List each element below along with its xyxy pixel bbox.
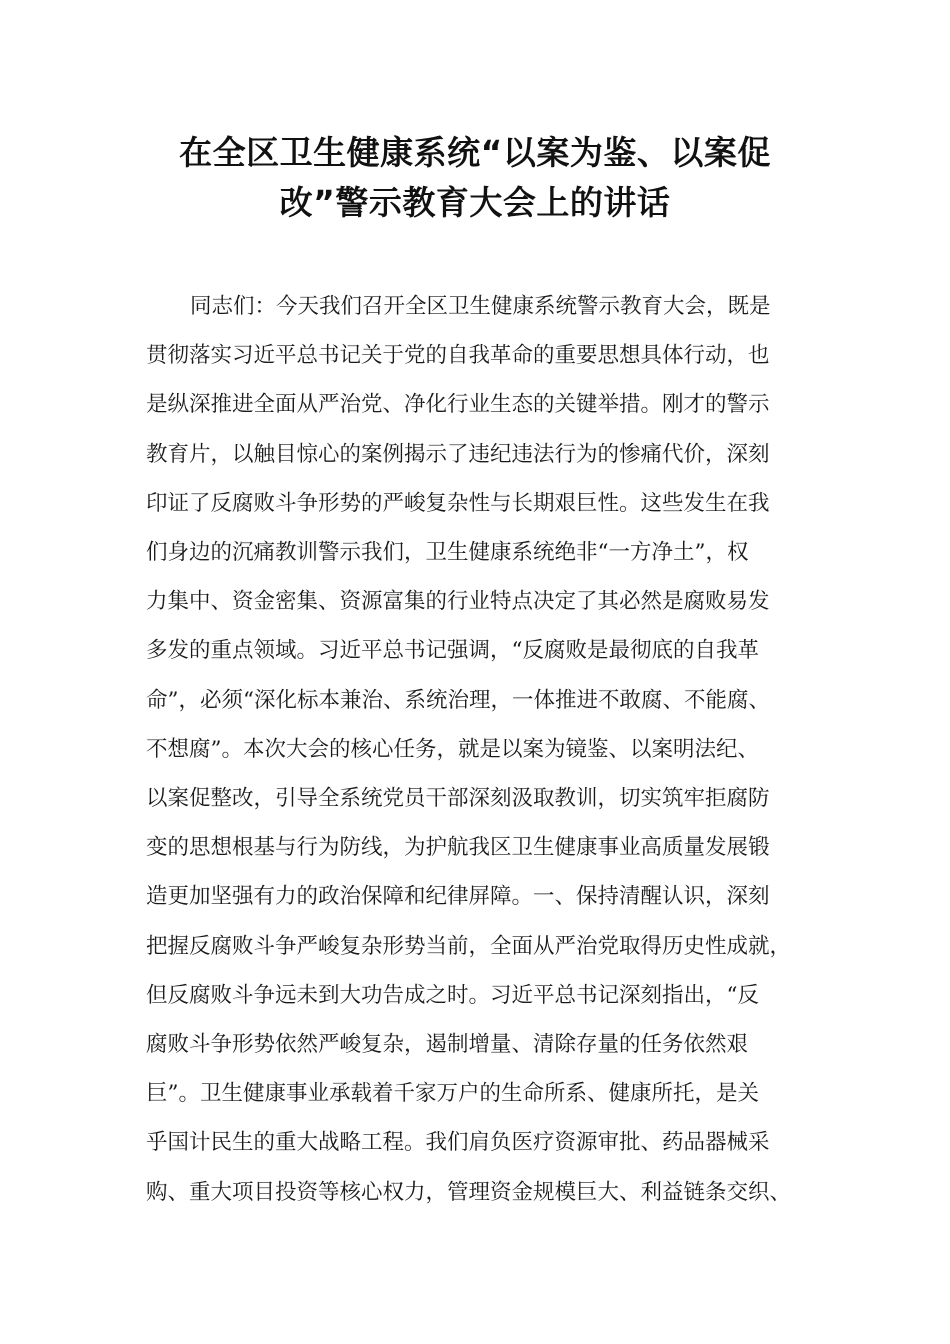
title-line-1: 在全区卫生健康系统“以案为鉴、以案促 [179, 133, 771, 172]
body-line: 购、重大项目投资等核心权力，管理资金规模巨大、利益链条交织、 [146, 1179, 792, 1205]
body-line: 贯彻落实习近平总书记关于党的自我革命的重要思想具体行动，也 [146, 343, 770, 369]
body-line: 腐败斗争形势依然严峻复杂，遏制增量、清除存量的任务依然艰 [146, 1032, 749, 1058]
body-line: 同志们：今天我们召开全区卫生健康系统警示教育大会，既是 [190, 294, 771, 319]
body-line: 变的思想根基与行为防线，为护航我区卫生健康事业高质量发展锻 [146, 835, 770, 861]
document-body [146, 282, 836, 1217]
body-line: 是纵深推进全面从严治党、净化行业生态的关键举措。刚才的警示 [146, 392, 770, 418]
body-line: 以案促整改，引导全系统党员干部深刻汲取教训，切实筑牢拒腐防 [146, 786, 770, 812]
document-title [120, 128, 830, 228]
body-line: 命”，必须“深化标本兼治、系统治理，一体推进不敢腐、不能腐、 [146, 687, 770, 713]
body-line: 多发的重点领域。习近平总书记强调，“反腐败是最彻底的自我革 [146, 638, 759, 664]
body-line: 力集中、资金密集、资源富集的行业特点决定了其必然是腐败易发 [146, 589, 770, 615]
body-line: 们身边的沉痛教训警示我们，卫生健康系统绝非“一方净土”，权 [146, 540, 749, 566]
body-line: 乎国计民生的重大战略工程。我们肩负医疗资源审批、药品器械采 [146, 1130, 770, 1156]
body-line: 不想腐”。本次大会的核心任务，就是以案为镜鉴、以案明法纪、 [146, 736, 759, 762]
body-line: 把握反腐败斗争严峻复杂形势当前，全面从严治党取得历史性成就， [146, 933, 792, 959]
body-line: 印证了反腐败斗争形势的严峻复杂性与长期艰巨性。这些发生在我 [146, 490, 770, 516]
body-line: 造更加坚强有力的政治保障和纪律屏障。一、保持清醒认识，深刻 [146, 884, 770, 910]
body-line: 教育片，以触目惊心的案例揭示了违纪违法行为的惨痛代价，深刻 [146, 441, 770, 467]
body-line: 但反腐败斗争远未到大功告成之时。习近平总书记深刻指出，“反 [146, 982, 759, 1008]
body-line: 巨”。卫生健康事业承载着千家万户的生命所系、健康所托，是关 [146, 1081, 759, 1107]
title-line-2: 改”警示教育大会上的讲话 [279, 183, 671, 222]
